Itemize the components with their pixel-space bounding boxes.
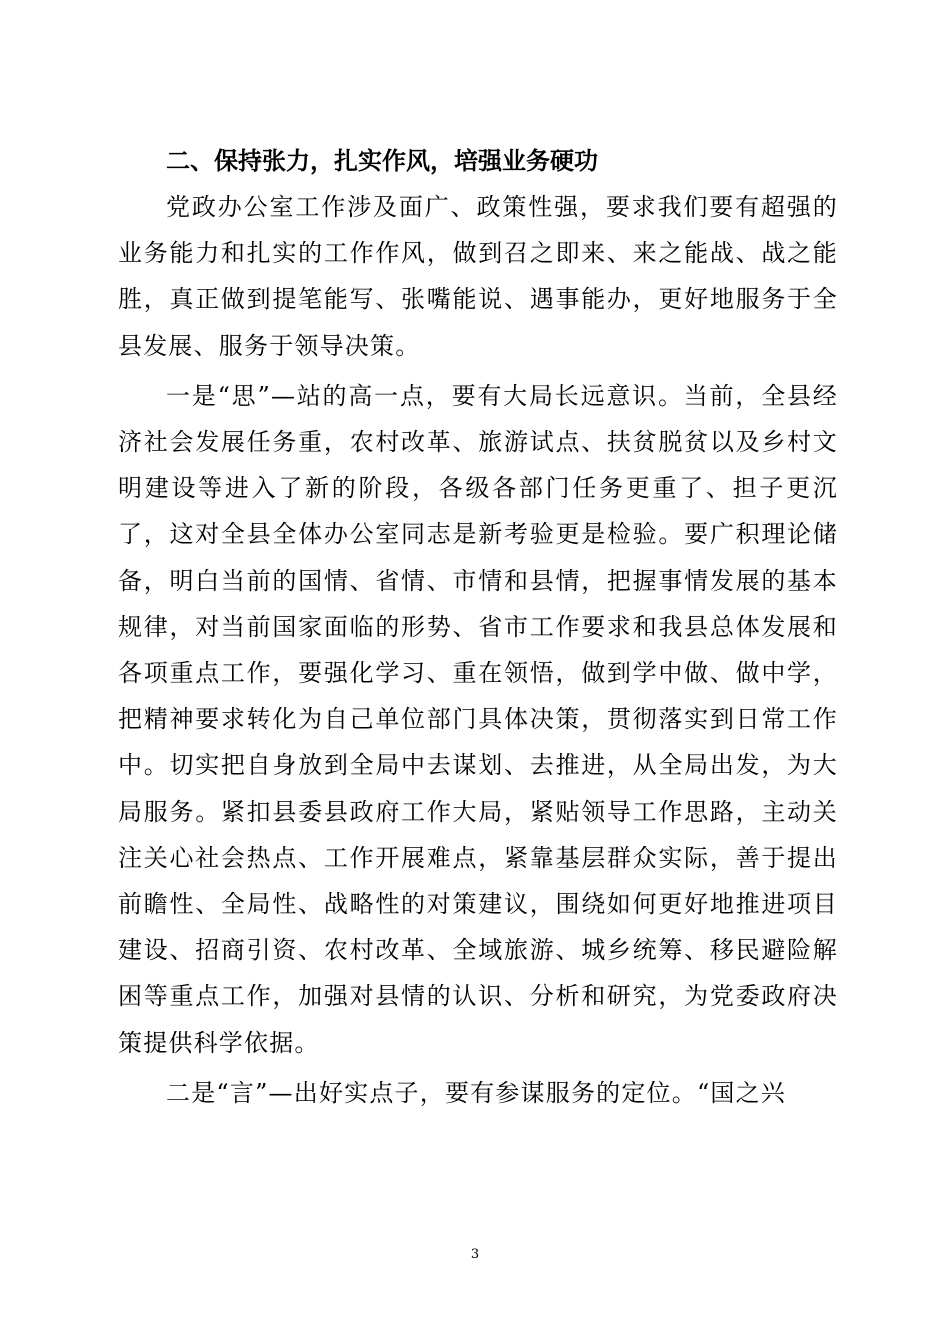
paragraph-intro: 党政办公室工作涉及面广、政策性强，要求我们要有超强的业务能力和扎实的工作作风，做到召之即来、来之能战、战之能胜，真正做到提笔能写、张嘴能说、遇事能办，更好地服务于全县发展、服务于领导决策。 bbox=[118, 193, 838, 360]
paragraph-point-one: 一是“思”—站的高一点，要有大局长远意识。当前，全县经济社会发展任务重，农村改革、旅游试点、扶贫脱贫以及乡村文明建设等进入了新的阶段，各级各部门任务更重了、担子更沉了，这对全县全体办公室同志是新考验更是检验。要广积理论储备，明白当前的国情、省情、市情和县情，把握事情发展的基本规律，对当前国家面临的形势、省市工作要求和我县总体发展和各项重点工作，要强化学习、重在领悟，做到学中做、做中学，把精神要求转化为自己单位部门具体决策，贯彻落实到日常工作中。切实把自身放到全局中去谋划、去推进，从全局出发，为大局服务。紧扣县委县政府工作大局，紧贴领导工作思路，主动关注关心社会热点、工作开展难点，紧靠基层群众实际，善于提出前瞻性、全局性、战略性的对策建议，围绕如何更好地推进项目建设、招商引资、农村改革、全域旅游、城乡统筹、移民避险解困等重点工作，加强对县情的认识、分析和研究，为党委政府决策提供科学依据。 bbox=[118, 381, 838, 1057]
section-heading: 二、保持张力，扎实作风，培强业务硬功 bbox=[166, 147, 598, 175]
page-number: 3 bbox=[470, 1247, 480, 1262]
paragraph-point-two: 二是“言”—出好实点子，要有参谋服务的定位。“国之兴 bbox=[166, 1078, 787, 1107]
document-body bbox=[118, 138, 838, 1120]
